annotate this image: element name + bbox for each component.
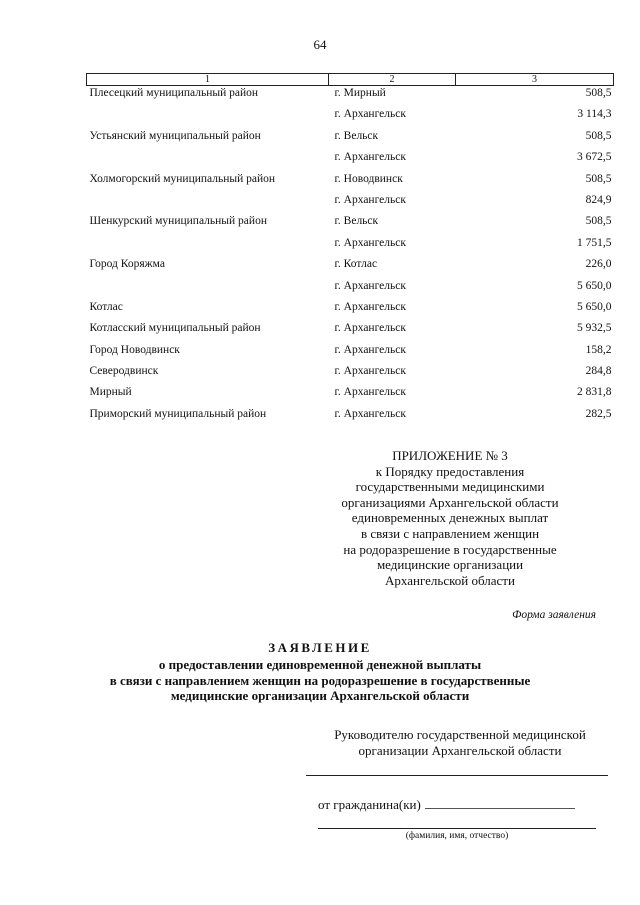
value-cell: 508,5 — [585, 215, 612, 228]
value-cell: 508,5 — [585, 172, 612, 185]
city-cell: г. Архангельск — [334, 300, 406, 313]
city-cell: г. Архангельск — [334, 279, 406, 292]
addressee-block — [300, 727, 620, 759]
city-cell: г. Архангельск — [334, 407, 406, 420]
page-number: 64 — [313, 37, 327, 52]
form-note: Форма заявления — [512, 609, 596, 621]
column-header-1: 1 — [87, 74, 329, 86]
appendix-line: к Порядку предоставления — [375, 463, 525, 479]
table-row — [87, 385, 614, 406]
area-cell: Шенкурский муниципальный район — [89, 215, 267, 228]
value-cell: 284,8 — [585, 365, 612, 378]
table-row — [87, 257, 614, 278]
area-cell — [87, 150, 329, 171]
table-row — [87, 407, 614, 428]
value-cell: 2 831,8 — [577, 386, 612, 399]
table-row — [87, 193, 614, 214]
appendix-line: единовременных денежных выплат — [351, 510, 549, 526]
table-row — [87, 321, 614, 342]
city-cell: г. Архангельск — [334, 386, 406, 399]
city-cell: г. Архангельск — [334, 236, 406, 249]
city-cell: г. Новодвинск — [334, 172, 403, 185]
city-cell: г. Мирный — [334, 87, 386, 99]
name-fill-line[interactable] — [425, 796, 575, 809]
appendix-line: на родоразрешение в государственные — [343, 541, 557, 557]
addressee-line: Руководителю государственной медицинской — [334, 727, 586, 742]
city-cell: г. Архангельск — [334, 343, 406, 356]
appendix-line: ПРИЛОЖЕНИЕ № 3 — [392, 448, 508, 463]
subtitle-line: о предоставлении единовременной денежной выплаты — [158, 657, 482, 672]
table-row — [87, 236, 614, 257]
value-cell: 3 114,3 — [577, 108, 612, 121]
area-cell: Плесецкий муниципальный район — [89, 87, 259, 99]
appendix-header — [300, 448, 600, 588]
application-subtitle — [60, 657, 580, 704]
value-cell: 508,5 — [585, 129, 612, 142]
table-row — [87, 343, 614, 364]
area-cell: Котлас — [89, 300, 123, 313]
city-cell: г. Архангельск — [334, 322, 406, 335]
appendix-line: Архангельской области — [385, 572, 515, 588]
city-cell: г. Архангельск — [334, 365, 406, 378]
city-cell: г. Архангельск — [334, 193, 406, 206]
appendix-line: медицинские организации — [376, 557, 524, 573]
from-row — [318, 796, 575, 813]
fio-hint: (фамилия, имя, отчество) — [405, 831, 509, 841]
area-cell: Устьянский муниципальный район — [89, 129, 261, 142]
area-cell: Город Новодвинск — [89, 343, 180, 356]
table-row — [87, 172, 614, 193]
value-cell: 3 672,5 — [577, 151, 612, 164]
fio-blank-line[interactable] — [318, 828, 596, 829]
area-cell: Северодвинск — [89, 365, 159, 378]
city-cell: г. Архангельск — [334, 151, 406, 164]
table-row — [87, 86, 614, 108]
city-cell: г. Архангельск — [334, 108, 406, 121]
appendix-line: государственными медицинскими — [355, 479, 545, 495]
value-cell: 226,0 — [585, 258, 612, 271]
payments-table — [86, 73, 614, 428]
area-cell — [87, 107, 329, 128]
area-cell — [87, 279, 329, 300]
table-row — [87, 279, 614, 300]
area-cell — [87, 193, 329, 214]
column-header-2: 2 — [329, 74, 456, 86]
area-cell: Котласский муниципальный район — [89, 322, 261, 335]
area-cell: Город Коряжма — [89, 258, 165, 271]
value-cell: 5 650,0 — [577, 300, 612, 313]
subtitle-line: медицинские организации Архангельской области — [170, 688, 470, 704]
addressee-blank-line[interactable] — [306, 775, 608, 776]
subtitle-line: в связи с направлением женщин на родоразрешение в государственные — [109, 672, 531, 688]
area-cell: Мирный — [89, 386, 132, 399]
addressee-line: организации Архангельской области — [358, 743, 562, 758]
appendix-line: в связи с направлением женщин — [360, 525, 540, 541]
table-row — [87, 107, 614, 128]
value-cell: 158,2 — [585, 343, 612, 356]
from-label: от гражданина(ки) — [318, 797, 421, 812]
area-cell — [87, 236, 329, 257]
area-cell: Приморский муниципальный район — [89, 407, 267, 420]
value-cell: 5 932,5 — [577, 322, 612, 335]
column-header-3: 3 — [456, 74, 614, 86]
table-row — [87, 150, 614, 171]
table-row — [87, 364, 614, 385]
value-cell: 5 650,0 — [577, 279, 612, 292]
city-cell: г. Вельск — [334, 215, 379, 228]
value-cell: 508,5 — [585, 87, 612, 99]
value-cell: 282,5 — [585, 407, 612, 420]
city-cell: г. Вельск — [334, 129, 379, 142]
value-cell: 824,9 — [585, 193, 612, 206]
table-row — [87, 300, 614, 321]
appendix-line: организациями Архангельской области — [341, 494, 559, 510]
application-title: ЗАЯВЛЕНИЕ — [268, 640, 372, 655]
city-cell: г. Котлас — [334, 258, 378, 271]
table-row — [87, 214, 614, 235]
table-row — [87, 129, 614, 150]
area-cell: Холмогорский муниципальный район — [89, 172, 276, 185]
table-header-row — [87, 74, 614, 86]
value-cell: 1 751,5 — [577, 236, 612, 249]
